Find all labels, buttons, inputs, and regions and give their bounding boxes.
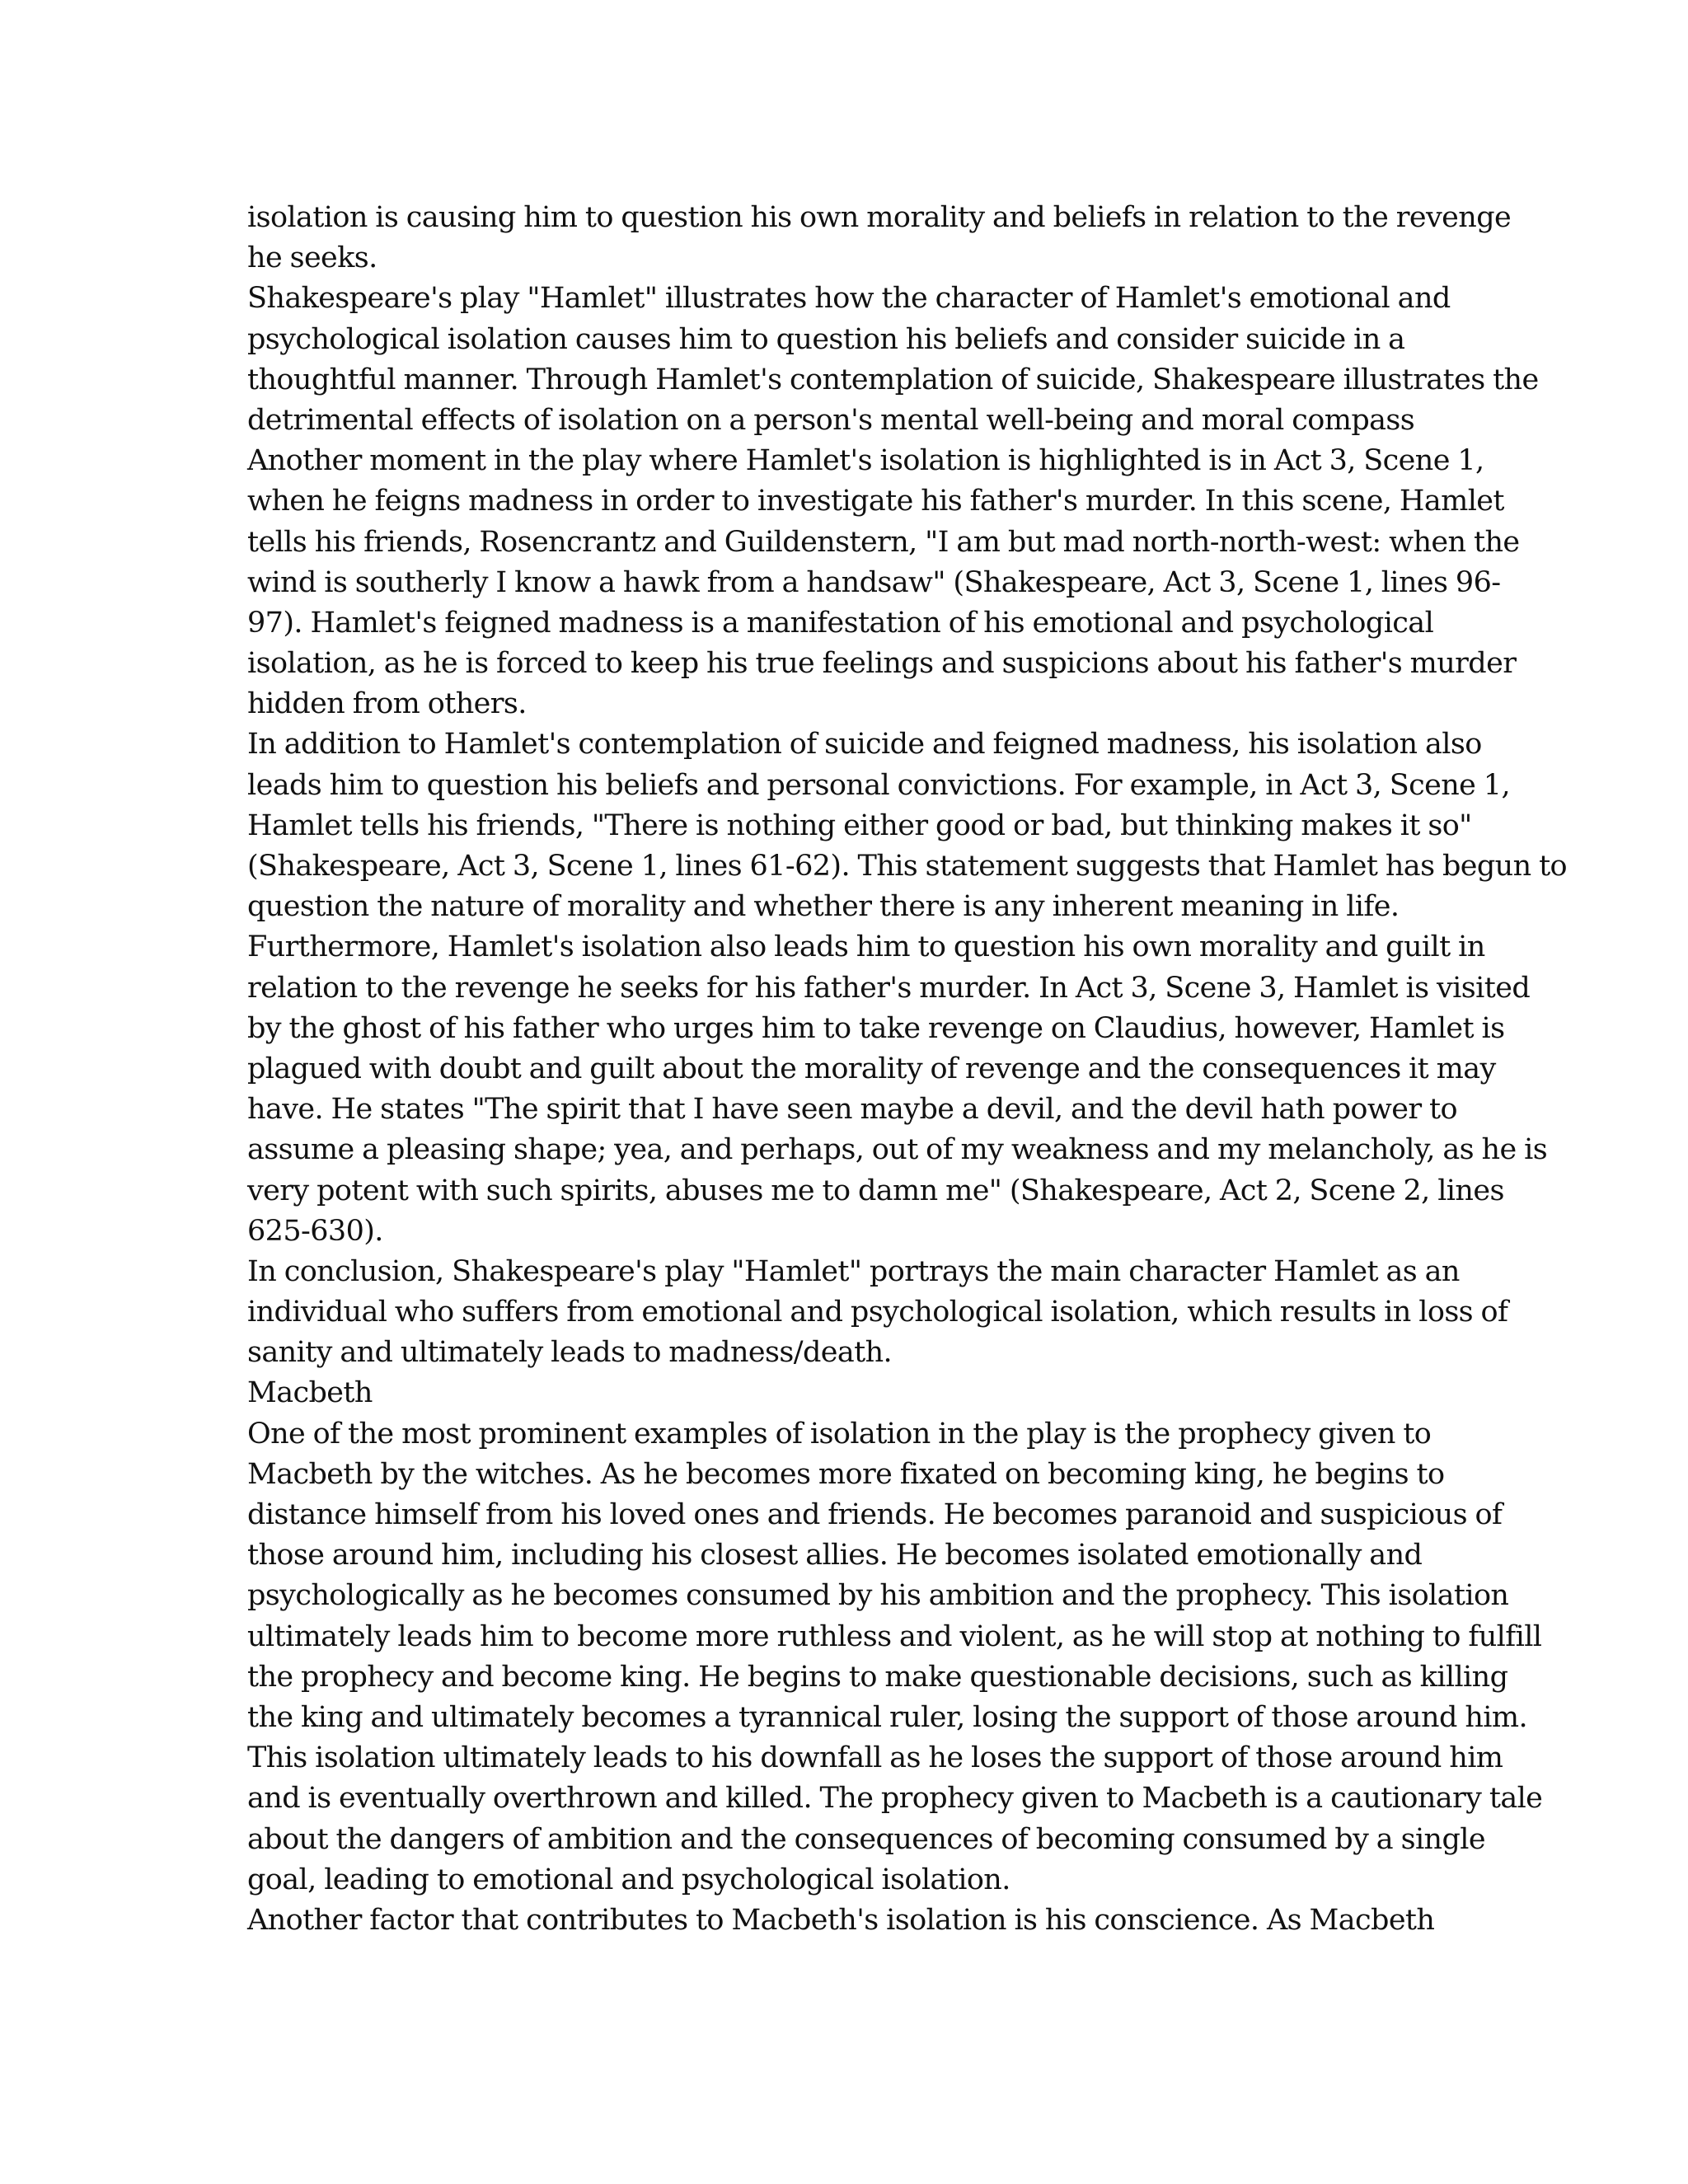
text-line: isolation, as he is forced to keep his true feelings and suspicions about his father's murder — [247, 647, 1517, 681]
text-line: wind is southerly I know a hawk from a handsaw" (Shakespeare, Act 3, Scene 1, lines 96- — [247, 565, 1501, 599]
document-body — [247, 198, 1568, 1941]
text-line: hidden from others. — [247, 687, 527, 721]
text-line: psychologically as he becomes consumed by his ambition and the prophecy. This isolation — [247, 1579, 1509, 1613]
text-line: plagued with doubt and guilt about the morality of revenge and the consequences it may — [247, 1052, 1496, 1085]
text-line: Another factor that contributes to Macbeth's isolation is his conscience. As Macbeth — [247, 1903, 1435, 1937]
text-line: (Shakespeare, Act 3, Scene 1, lines 61-62). This statement suggests that Hamlet has begun to — [247, 850, 1568, 883]
text-line: Shakespeare's play "Hamlet" illustrates how the character of Hamlet's emotional and — [247, 282, 1451, 316]
text-line: tells his friends, Rosencrantz and Guildenstern, "I am but mad north-north-west: when the — [247, 525, 1520, 559]
text-line: those around him, including his closest allies. He becomes isolated emotionally and — [247, 1539, 1423, 1572]
text-line: relation to the revenge he seeks for his father's murder. In Act 3, Scene 3, Hamlet is visited — [247, 971, 1531, 1005]
section-heading-macbeth: Macbeth — [247, 1376, 373, 1410]
text-line: he seeks. — [247, 241, 377, 275]
text-line: psychological isolation causes him to question his beliefs and consider suicide in a — [247, 322, 1405, 356]
text-line: In conclusion, Shakespeare's play "Hamlet" portrays the main character Hamlet as an — [247, 1254, 1460, 1288]
text-line: goal, leading to emotional and psychological isolation. — [247, 1863, 1010, 1896]
text-line: ultimately leads him to become more ruthless and violent, as he will stop at nothing to fulfill — [247, 1619, 1542, 1653]
text-line: Macbeth by the witches. As he becomes more fixated on becoming king, he begins to — [247, 1457, 1445, 1491]
text-line: Hamlet tells his friends, "There is nothing either good or bad, but thinking makes it so" — [247, 808, 1472, 842]
text-line: This isolation ultimately leads to his downfall as he loses the support of those around him — [247, 1741, 1503, 1775]
text-line: 625-630). — [247, 1214, 383, 1248]
text-line: when he feigns madness in order to investigate his father's murder. In this scene, Hamlet — [247, 485, 1504, 518]
text-line: question the nature of morality and whether there is any inherent meaning in life. — [247, 890, 1400, 924]
text-line: by the ghost of his father who urges him to take revenge on Claudius, however, Hamlet is — [247, 1011, 1505, 1045]
text-line: Furthermore, Hamlet's isolation also leads him to question his own morality and guilt in — [247, 930, 1485, 964]
text-line: 97). Hamlet's feigned madness is a manifestation of his emotional and psychological — [247, 606, 1434, 640]
text-line: very potent with such spirits, abuses me to damn me" (Shakespeare, Act 2, Scene 2, lines — [247, 1174, 1504, 1207]
text-line: individual who suffers from emotional and psychological isolation, which results in loss of — [247, 1296, 1508, 1329]
text-line: the prophecy and become king. He begins to make questionable decisions, such as killing — [247, 1660, 1508, 1694]
text-line: about the dangers of ambition and the consequences of becoming consumed by a single — [247, 1822, 1485, 1856]
text-line: the king and ultimately becomes a tyrannical ruler, losing the support of those around him. — [247, 1700, 1527, 1734]
text-line: assume a pleasing shape; yea, and perhaps, out of my weakness and my melancholy, as he is — [247, 1133, 1548, 1167]
text-line: isolation is causing him to question his own morality and beliefs in relation to the revenge — [247, 201, 1512, 234]
text-line: have. He states "The spirit that I have seen maybe a devil, and the devil hath power to — [247, 1093, 1457, 1127]
text-line: detrimental effects of isolation on a person's mental well-being and moral compass — [247, 403, 1415, 437]
text-line: Another moment in the play where Hamlet's isolation is highlighted is in Act 3, Scene 1, — [247, 444, 1484, 478]
text-line: In addition to Hamlet's contemplation of suicide and feigned madness, his isolation also — [247, 728, 1482, 762]
text-line: thoughtful manner. Through Hamlet's contemplation of suicide, Shakespeare illustrates the — [247, 363, 1539, 396]
text-line: distance himself from his loved ones and friends. He becomes paranoid and suspicious of — [247, 1498, 1503, 1531]
text-line: and is eventually overthrown and killed. The prophecy given to Macbeth is a cautionary tale — [247, 1782, 1543, 1816]
text-line: One of the most prominent examples of isolation in the play is the prophecy given to — [247, 1417, 1432, 1451]
text-line: sanity and ultimately leads to madness/death. — [247, 1336, 893, 1370]
text-line: leads him to question his beliefs and personal convictions. For example, in Act 3, Scene 1, — [247, 768, 1510, 802]
